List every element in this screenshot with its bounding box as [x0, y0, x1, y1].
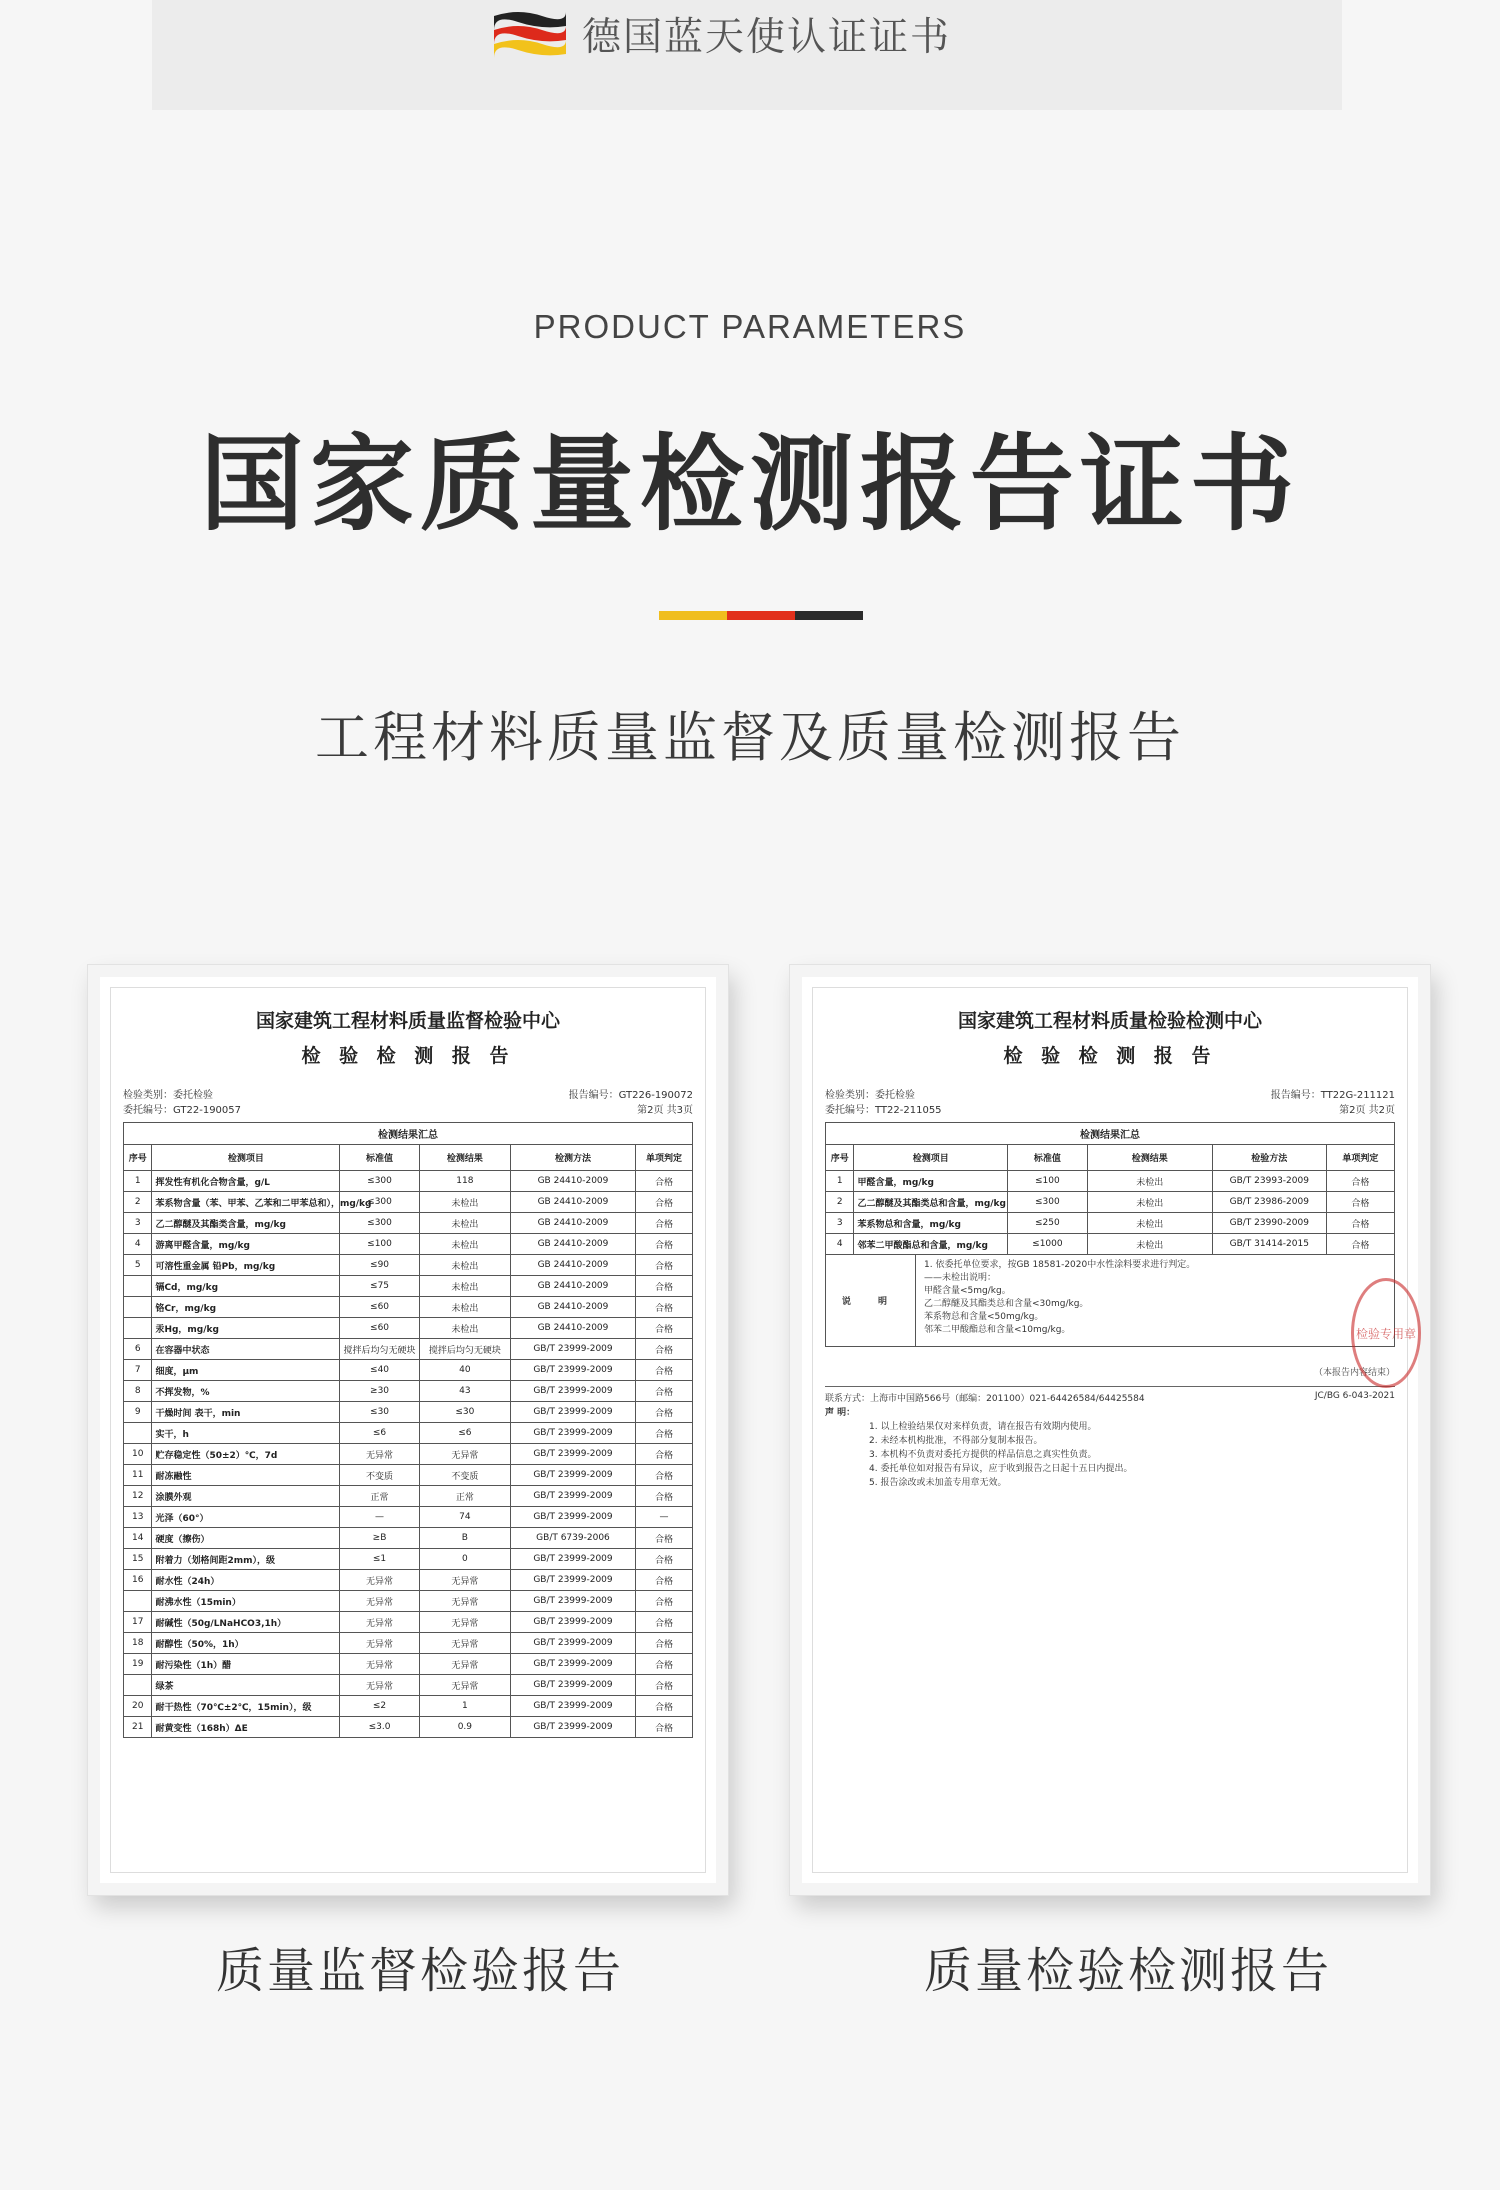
table-cell: GB/T 23999-2009 [510, 1507, 635, 1528]
report-number: 报告编号：GT226-190072 [568, 1090, 693, 1101]
table-cell: 正常 [419, 1486, 510, 1507]
table-cell: 合格 [636, 1717, 693, 1738]
table-row [124, 1444, 693, 1465]
section-subtitle: 工程材料质量监督及质量检测报告 [315, 706, 1185, 769]
table-cell: 在容器中状态 [152, 1339, 340, 1360]
table-cell: 耐醇性（50%，1h） [152, 1633, 340, 1654]
table-cell: GB/T 23999-2009 [510, 1570, 635, 1591]
table-header-cell: 标准值 [1008, 1145, 1088, 1171]
table-row [124, 1171, 693, 1192]
table-cell: GB/T 31414-2015 [1212, 1234, 1326, 1255]
table-cell: GB/T 23999-2009 [510, 1549, 635, 1570]
table-cell: 未检出 [1087, 1192, 1212, 1213]
caption-right: 质量检验检测报告 [923, 1943, 1332, 1999]
table-cell: 合格 [636, 1171, 693, 1192]
table-cell: GB/T 23999-2009 [510, 1423, 635, 1444]
table-cell: GB/T 23999-2009 [510, 1654, 635, 1675]
report-contact [825, 1386, 1395, 1404]
table-cell: 15 [124, 1549, 152, 1570]
table-cell: 不挥发物，% [152, 1381, 340, 1402]
table-header-cell: 序号 [826, 1145, 854, 1171]
table-cell: 无异常 [340, 1570, 420, 1591]
table-cell: ≤300 [340, 1213, 420, 1234]
table-cell: GB 24410-2009 [510, 1297, 635, 1318]
table-cell: 耐干热性（70℃±2℃，15min），级 [152, 1696, 340, 1717]
table-cell: 14 [124, 1528, 152, 1549]
table-cell: 合格 [636, 1654, 693, 1675]
table-cell: 4 [826, 1234, 854, 1255]
table-row [124, 1591, 693, 1612]
report-entrust-no: 委托编号：GT22-190057 [123, 1105, 242, 1116]
table-row [124, 1318, 693, 1339]
notes-list [916, 1255, 1203, 1346]
table-cell: 铬Cr，mg/kg [152, 1297, 340, 1318]
table-cell: ≤300 [340, 1192, 420, 1213]
table-header-cell: 检测结果 [419, 1145, 510, 1171]
table-cell: 未检出 [419, 1318, 510, 1339]
table-cell: 未检出 [419, 1192, 510, 1213]
table-cell: 7 [124, 1360, 152, 1381]
report-page: 第2页 共2页 [1339, 1105, 1395, 1116]
table-cell: GB/T 23999-2009 [510, 1381, 635, 1402]
table-cell: 无异常 [419, 1633, 510, 1654]
table-cell: 不变质 [340, 1465, 420, 1486]
table-cell: 无异常 [419, 1444, 510, 1465]
report-entrust-no: 委托编号：TT22-211055 [825, 1105, 942, 1116]
table-cell: 合格 [1326, 1234, 1394, 1255]
table-cell: ≤40 [340, 1360, 420, 1381]
table-cell: ≤3.0 [340, 1717, 420, 1738]
report-statement [825, 1406, 1395, 1490]
table-cell: 细度，μm [152, 1360, 340, 1381]
table-cell: 合格 [1326, 1171, 1394, 1192]
report-number: 报告编号：TT22G-211121 [1270, 1090, 1395, 1101]
table-cell: GB/T 23999-2009 [510, 1465, 635, 1486]
table-cell: 合格 [636, 1402, 693, 1423]
table-cell: 搅拌后均匀无硬块 [340, 1339, 420, 1360]
table-cell: 合格 [636, 1276, 693, 1297]
note-item: 甲醛含量<5mg/kg。 [924, 1286, 1011, 1296]
table-row [124, 1570, 693, 1591]
table-cell: 无异常 [419, 1654, 510, 1675]
table-cell: 合格 [636, 1549, 693, 1570]
table-cell: 合格 [636, 1486, 693, 1507]
table-cell: 合格 [636, 1528, 693, 1549]
table-cell: 16 [124, 1570, 152, 1591]
table-cell: 附着力（划格间距2mm），级 [152, 1549, 340, 1570]
table-row [124, 1633, 693, 1654]
table-cell: 无异常 [340, 1633, 420, 1654]
form-code: JC/BG 6-043-2021 [1314, 1391, 1395, 1401]
table-cell: GB 24410-2009 [510, 1234, 635, 1255]
table-cell: 实干，h [152, 1423, 340, 1444]
table-cell: 9 [124, 1402, 152, 1423]
table-cell: 合格 [636, 1465, 693, 1486]
table-cell: ≥B [340, 1528, 420, 1549]
report-sample: 检验类别：委托检验 [825, 1090, 915, 1101]
table-row [124, 1612, 693, 1633]
table-cell: 13 [124, 1507, 152, 1528]
statement-item: 2. 未经本机构批准，不得部分复制本报告。 [869, 1436, 1043, 1446]
table-cell: 未检出 [419, 1213, 510, 1234]
table-cell: ≤1000 [1008, 1234, 1088, 1255]
table-cell: 耐碱性（50g/LNaHCO3,1h） [152, 1612, 340, 1633]
table-cell: 贮存稳定性（50±2）℃，7d [152, 1444, 340, 1465]
table-cell: 合格 [636, 1318, 693, 1339]
table-cell: 光泽（60°） [152, 1507, 340, 1528]
table-cell: 耐冻融性 [152, 1465, 340, 1486]
statement-item: 5. 报告涂改或未加盖专用章无效。 [869, 1478, 1007, 1488]
table-row [826, 1213, 1395, 1234]
table-cell: 未检出 [419, 1234, 510, 1255]
table-cell: ≤90 [340, 1255, 420, 1276]
table-row [124, 1717, 693, 1738]
table-cell: 未检出 [419, 1255, 510, 1276]
table-cell: 合格 [636, 1381, 693, 1402]
table-cell: 0.9 [419, 1717, 510, 1738]
table-cell: GB/T 23993-2009 [1212, 1171, 1326, 1192]
table-cell: 无异常 [340, 1612, 420, 1633]
report-title: 国家建筑工程材料质量监督检验中心 [255, 1010, 560, 1032]
note-item: 1. 依委托单位要求，按GB 18581-2020中水性涂料要求进行判定。 [924, 1260, 1196, 1270]
table-cell: 3 [124, 1213, 152, 1234]
official-stamp [1351, 1278, 1421, 1388]
table-cell: 1 [419, 1696, 510, 1717]
table-cell: 无异常 [340, 1444, 420, 1465]
table-row [124, 1528, 693, 1549]
table-cell: 3 [826, 1213, 854, 1234]
report-meta [825, 1086, 1395, 1116]
table-cell: GB/T 23990-2009 [1212, 1213, 1326, 1234]
table-header-cell: 检测方法 [510, 1145, 635, 1171]
table-cell: ≤100 [340, 1234, 420, 1255]
table-header-cell: 检测项目 [854, 1145, 1008, 1171]
table-cell: ≤75 [340, 1276, 420, 1297]
table-cell: 硬度（擦伤） [152, 1528, 340, 1549]
table-cell: 未检出 [1087, 1213, 1212, 1234]
report-subtitle: 检 验 检 测 报 告 [301, 1045, 515, 1067]
table-cell: GB/T 23999-2009 [510, 1402, 635, 1423]
table-cell: GB 24410-2009 [510, 1276, 635, 1297]
table-cell: ≤250 [1008, 1213, 1088, 1234]
table-row [826, 1234, 1395, 1255]
table-cell: 43 [419, 1381, 510, 1402]
table-cell: 合格 [636, 1234, 693, 1255]
table-cell: — [636, 1507, 693, 1528]
table-cell: ≤2 [340, 1696, 420, 1717]
table-cell: 17 [124, 1612, 152, 1633]
accent-stripe-red [727, 611, 795, 620]
results-table [825, 1122, 1395, 1255]
table-cell: GB 24410-2009 [510, 1192, 635, 1213]
table-cell: GB 24410-2009 [510, 1171, 635, 1192]
table-cell: 40 [419, 1360, 510, 1381]
report-paper-left [110, 987, 706, 1873]
notes-label: 说 明 [826, 1255, 916, 1346]
table-cell: ≥30 [340, 1381, 420, 1402]
table-cell: 21 [124, 1717, 152, 1738]
table-cell: 未检出 [419, 1297, 510, 1318]
page-title: 国家质量检测报告证书 [199, 423, 1300, 545]
table-cell: 合格 [636, 1591, 693, 1612]
table-cell: 镉Cd，mg/kg [152, 1276, 340, 1297]
table-cell: 苯系物总和含量，mg/kg [854, 1213, 1008, 1234]
german-flag-icon [488, 6, 570, 58]
table-cell: 绿茶 [152, 1675, 340, 1696]
table-header-cell: 单项判定 [636, 1145, 693, 1171]
table-cell: 未检出 [1087, 1171, 1212, 1192]
table-cell: 不变质 [419, 1465, 510, 1486]
table-cell: 118 [419, 1171, 510, 1192]
table-cell: 18 [124, 1633, 152, 1654]
report-meta [123, 1086, 693, 1116]
table-row [124, 1654, 693, 1675]
table-row [124, 1675, 693, 1696]
table-cell: ≤300 [1008, 1192, 1088, 1213]
stamp-text: 检验专用章 [1355, 1326, 1416, 1341]
table-cell: GB/T 23999-2009 [510, 1486, 635, 1507]
table-cell: 合格 [636, 1570, 693, 1591]
table-cell: GB/T 23999-2009 [510, 1717, 635, 1738]
table-cell: ≤30 [419, 1402, 510, 1423]
report-notes [825, 1255, 1395, 1347]
table-row [124, 1507, 693, 1528]
table-caption: 检测结果汇总 [825, 1122, 1395, 1144]
note-item: 苯系物总和含量<50mg/kg。 [924, 1312, 1044, 1322]
table-row [124, 1339, 693, 1360]
table-cell: 合格 [636, 1612, 693, 1633]
table-cell: GB/T 23999-2009 [510, 1591, 635, 1612]
table-row [124, 1192, 693, 1213]
statement-item: 4. 委托单位如对报告有异议，应于收到报告之日起十五日内提出。 [869, 1464, 1133, 1474]
table-cell: 无异常 [340, 1675, 420, 1696]
table-header-cell: 检测项目 [152, 1145, 340, 1171]
table-cell: — [340, 1507, 420, 1528]
table-cell: 4 [124, 1234, 152, 1255]
table-cell: 合格 [636, 1696, 693, 1717]
banner-text: 德国蓝天使认证证书 [582, 15, 952, 60]
table-cell: ≤30 [340, 1402, 420, 1423]
table-cell: ≤60 [340, 1297, 420, 1318]
note-item: 邻苯二甲酸酯总和含量<10mg/kg。 [924, 1325, 1071, 1335]
table-row [124, 1423, 693, 1444]
table-header-cell: 序号 [124, 1145, 152, 1171]
table-cell: GB/T 23999-2009 [510, 1675, 635, 1696]
table-cell: 1 [124, 1171, 152, 1192]
table-header-cell: 检测结果 [1087, 1145, 1212, 1171]
table-cell: 合格 [636, 1255, 693, 1276]
table-cell [124, 1591, 152, 1612]
table-row [826, 1192, 1395, 1213]
table-cell: ≤6 [419, 1423, 510, 1444]
table-cell: 74 [419, 1507, 510, 1528]
accent-stripe-black [795, 611, 863, 620]
table-cell: 干燥时间 表干，min [152, 1402, 340, 1423]
table-cell: ≤1 [340, 1549, 420, 1570]
table-cell: 无异常 [419, 1591, 510, 1612]
table-cell [124, 1297, 152, 1318]
table-row [826, 1171, 1395, 1192]
report-end-remark: （本报告内容结束） [1313, 1368, 1395, 1378]
table-cell: 合格 [636, 1633, 693, 1654]
table-cell: 苯系物含量（苯、甲苯、乙苯和二甲苯总和），mg/kg [152, 1192, 340, 1213]
table-row [124, 1213, 693, 1234]
table-cell: 无异常 [340, 1591, 420, 1612]
table-cell: GB/T 23999-2009 [510, 1696, 635, 1717]
table-cell: 可溶性重金属 铅Pb，mg/kg [152, 1255, 340, 1276]
table-cell: 合格 [1326, 1213, 1394, 1234]
table-cell: 汞Hg，mg/kg [152, 1318, 340, 1339]
table-cell: ≤100 [1008, 1171, 1088, 1192]
table-row [124, 1234, 693, 1255]
table-cell: 12 [124, 1486, 152, 1507]
table-cell: 耐黄变性（168h）ΔE [152, 1717, 340, 1738]
table-cell: ≤60 [340, 1318, 420, 1339]
table-cell: 正常 [340, 1486, 420, 1507]
report-sample: 检验类别：委托检验 [123, 1090, 213, 1101]
table-cell: 10 [124, 1444, 152, 1465]
statement-head: 声 明： [825, 1408, 856, 1418]
table-cell: 合格 [636, 1192, 693, 1213]
table-cell: B [419, 1528, 510, 1549]
table-cell: 耐水性（24h） [152, 1570, 340, 1591]
note-item: 乙二醇醚及其酯类总和含量<30mg/kg。 [924, 1299, 1089, 1309]
table-header-cell: 标准值 [340, 1145, 420, 1171]
table-cell: 无异常 [419, 1612, 510, 1633]
table-cell: GB/T 23999-2009 [510, 1444, 635, 1465]
table-row [124, 1465, 693, 1486]
table-cell: 游离甲醛含量，mg/kg [152, 1234, 340, 1255]
table-cell: GB/T 23999-2009 [510, 1339, 635, 1360]
note-item: ——未检出说明： [924, 1273, 997, 1283]
table-cell: 未检出 [1087, 1234, 1212, 1255]
table-row [124, 1255, 693, 1276]
accent-stripe-yellow [659, 611, 727, 620]
report-subtitle: 检 验 检 测 报 告 [1003, 1045, 1217, 1067]
table-cell: 合格 [636, 1360, 693, 1381]
table-row [124, 1297, 693, 1318]
table-cell: 6 [124, 1339, 152, 1360]
table-cell: 合格 [636, 1339, 693, 1360]
table-cell [124, 1675, 152, 1696]
table-cell: 5 [124, 1255, 152, 1276]
table-cell: 20 [124, 1696, 152, 1717]
table-cell: GB 24410-2009 [510, 1255, 635, 1276]
table-cell: 甲醛含量，mg/kg [854, 1171, 1008, 1192]
table-cell: 合格 [636, 1423, 693, 1444]
table-cell: 合格 [1326, 1192, 1394, 1213]
statement-item: 3. 本机构不负责对委托方提供的样品信息之真实性负责。 [869, 1450, 1097, 1460]
table-row [124, 1276, 693, 1297]
statement-item: 1. 以上检验结果仅对来样负责，请在报告有效期内使用。 [869, 1422, 1097, 1432]
table-cell: 19 [124, 1654, 152, 1675]
table-cell: 乙二醇醚及其酯类总和含量，mg/kg [854, 1192, 1008, 1213]
table-cell: 无异常 [340, 1654, 420, 1675]
certificate-frame-left [88, 965, 728, 1895]
table-cell: 未检出 [419, 1276, 510, 1297]
table-row [124, 1549, 693, 1570]
table-cell: 2 [124, 1192, 152, 1213]
report-paper-right [812, 987, 1416, 1873]
table-cell: GB/T 23999-2009 [510, 1360, 635, 1381]
table-cell: 乙二醇醚及其酯类含量，mg/kg [152, 1213, 340, 1234]
table-cell [124, 1423, 152, 1444]
results-table [123, 1122, 693, 1738]
table-cell: 涂膜外观 [152, 1486, 340, 1507]
report-title: 国家建筑工程材料质量检验检测中心 [957, 1010, 1262, 1032]
certificate-frame-right [790, 965, 1430, 1895]
table-cell: GB 24410-2009 [510, 1318, 635, 1339]
report-page: 第2页 共3页 [637, 1105, 693, 1116]
table-cell: 挥发性有机化合物含量，g/L [152, 1171, 340, 1192]
table-cell: 合格 [636, 1444, 693, 1465]
table-cell: 耐污染性（1h）醋 [152, 1654, 340, 1675]
table-cell: 无异常 [419, 1570, 510, 1591]
table-cell: 合格 [636, 1675, 693, 1696]
contact-address: 联系方式：上海市中国路566号（邮编：201100）021-64426584/64425584 [825, 1394, 1145, 1404]
table-caption: 检测结果汇总 [123, 1122, 693, 1144]
subtitle-en: PRODUCT PARAMETERS [533, 308, 967, 345]
table-cell: ≤300 [340, 1171, 420, 1192]
table-cell: 合格 [636, 1213, 693, 1234]
table-cell: 合格 [636, 1297, 693, 1318]
table-cell: GB/T 23999-2009 [510, 1633, 635, 1654]
table-row [124, 1696, 693, 1717]
table-header-cell: 单项判定 [1326, 1145, 1394, 1171]
table-cell: 8 [124, 1381, 152, 1402]
table-cell: GB/T 6739-2006 [510, 1528, 635, 1549]
table-cell: 1 [826, 1171, 854, 1192]
table-cell: 搅拌后均匀无硬块 [419, 1339, 510, 1360]
table-cell: 无异常 [419, 1675, 510, 1696]
table-cell: GB/T 23999-2009 [510, 1612, 635, 1633]
table-cell [124, 1318, 152, 1339]
table-cell: 0 [419, 1549, 510, 1570]
table-cell: 邻苯二甲酸酯总和含量，mg/kg [854, 1234, 1008, 1255]
table-row [124, 1381, 693, 1402]
table-header-cell: 检验方法 [1212, 1145, 1326, 1171]
caption-left: 质量监督检验报告 [215, 1943, 624, 1999]
table-row [124, 1486, 693, 1507]
table-row [124, 1402, 693, 1423]
table-cell: 耐沸水性（15min） [152, 1591, 340, 1612]
table-cell: 2 [826, 1192, 854, 1213]
table-cell: ≤6 [340, 1423, 420, 1444]
table-cell: GB 24410-2009 [510, 1213, 635, 1234]
table-cell: GB/T 23986-2009 [1212, 1192, 1326, 1213]
table-cell: 11 [124, 1465, 152, 1486]
table-row [124, 1360, 693, 1381]
table-cell [124, 1276, 152, 1297]
